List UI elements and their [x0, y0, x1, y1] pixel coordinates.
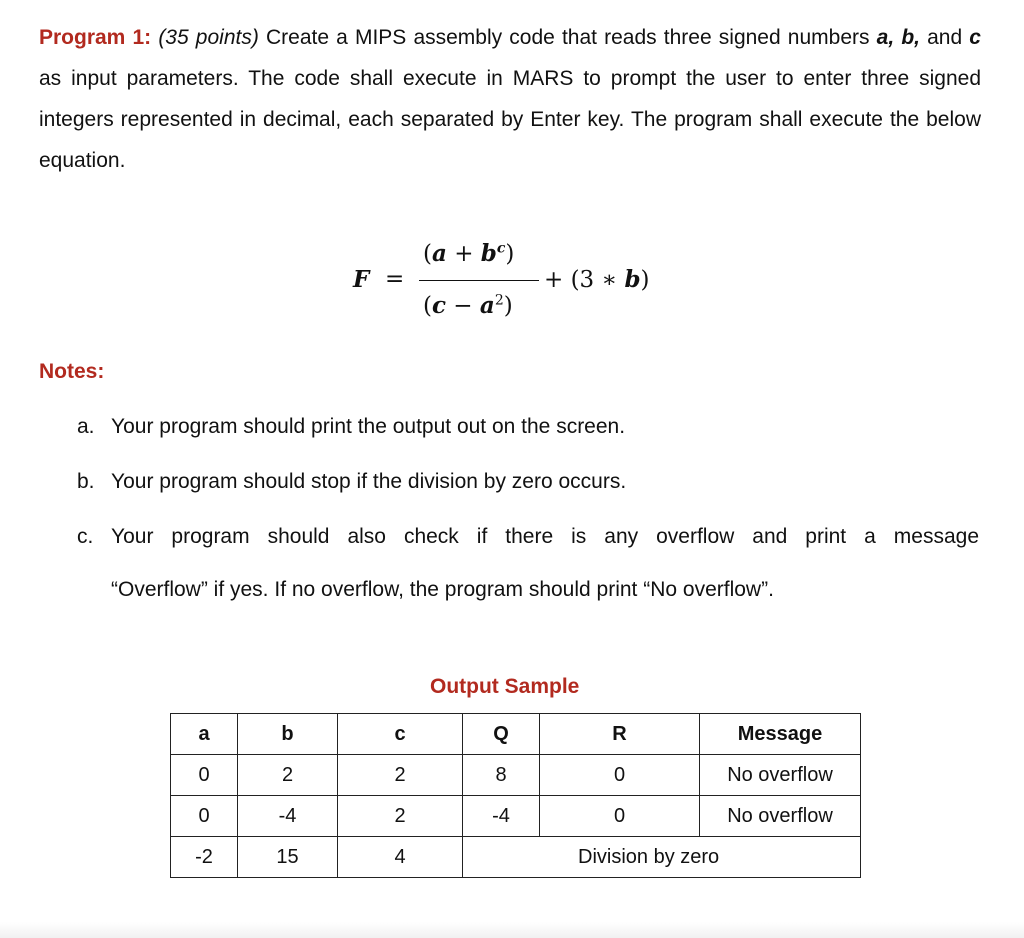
- header-c: c: [338, 714, 463, 755]
- cell-b: 2: [238, 755, 338, 796]
- equation-equals: =: [385, 266, 405, 292]
- cell-q: -4: [463, 796, 540, 837]
- note-b: [77, 468, 979, 495]
- page-bottom-edge: [0, 922, 1024, 938]
- program-label: Program 1:: [39, 26, 152, 49]
- cell-message: No overflow: [700, 755, 861, 796]
- note-a: [77, 413, 979, 440]
- program-description: [39, 17, 981, 181]
- equation-denominator: $(c - a^2)$: [423, 292, 513, 319]
- header-q: Q: [463, 714, 540, 755]
- equation: [343, 236, 683, 326]
- table-row: [171, 796, 861, 837]
- note-a-label: a.: [77, 415, 95, 438]
- cell-b: 15: [238, 837, 338, 878]
- table-row: [171, 837, 861, 878]
- header-a: a: [171, 714, 238, 755]
- cell-r: 0: [540, 796, 700, 837]
- cell-c: 2: [338, 796, 463, 837]
- header-r: R: [540, 714, 700, 755]
- cell-c: 2: [338, 755, 463, 796]
- header-message: Message: [700, 714, 861, 755]
- note-c-continuation: “Overflow” if yes. If no overflow, the program should print “No overflow”.: [111, 578, 774, 601]
- equation-lhs: F: [353, 266, 370, 293]
- header-b: b: [238, 714, 338, 755]
- note-c: [77, 523, 979, 550]
- cell-a: -2: [171, 837, 238, 878]
- note-c-text: Your program should also check if there is any overflow and print a message: [111, 525, 979, 548]
- cell-c: 4: [338, 837, 463, 878]
- var-b: b,: [901, 26, 920, 49]
- description-text-1: Create a MIPS assembly code that reads three signed numbers: [258, 26, 877, 49]
- var-c: c: [969, 26, 981, 49]
- cell-a: 0: [171, 755, 238, 796]
- description-text-2: as input parameters. The code shall execute in MARS to prompt the user to enter three signed integers represented in decimal, each separated by Enter key. The program shall execute the below equation.: [39, 67, 981, 172]
- fraction-bar: [419, 280, 539, 281]
- cell-q: 8: [463, 755, 540, 796]
- equation-rhs: + (3 ∗ b): [544, 266, 650, 293]
- output-sample-table: [170, 713, 861, 878]
- program-points: (35 points): [158, 26, 259, 49]
- note-c-label: c.: [77, 525, 94, 548]
- cell-r: 0: [540, 755, 700, 796]
- table-header-row: [171, 714, 861, 755]
- cell-b: -4: [238, 796, 338, 837]
- and-text: and: [919, 26, 970, 49]
- note-b-label: b.: [77, 470, 95, 493]
- notes-heading: Notes:: [39, 360, 105, 383]
- cell-message: No overflow: [700, 796, 861, 837]
- table-title: Output Sample: [430, 675, 580, 698]
- note-a-text: Your program should print the output out on the screen.: [111, 415, 626, 438]
- note-b-text: Your program should stop if the division by zero occurs.: [111, 470, 627, 493]
- cell-division-message: Division by zero: [463, 837, 861, 878]
- var-a: a,: [876, 26, 895, 49]
- table-row: [171, 755, 861, 796]
- cell-a: 0: [171, 796, 238, 837]
- equation-numerator: $(a + b^c)$: [423, 240, 515, 267]
